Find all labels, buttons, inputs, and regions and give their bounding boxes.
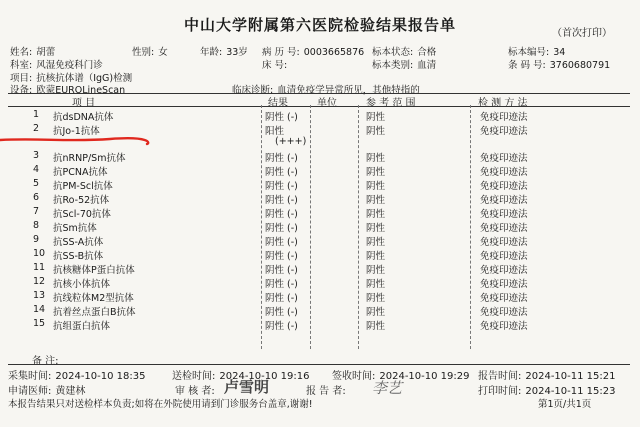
table-row: 9 抗SS-A抗体 阴性 (-) 阴性 免疫印迹法 <box>33 234 528 248</box>
positive-grade: (+++) <box>275 136 307 147</box>
report-title: 中山大学附属第六医院检验结果报告单 <box>183 16 456 34</box>
col-item: 项 目 <box>72 98 96 109</box>
table-row: 11 抗核糖体P蛋白抗体 阴性 (-) 阴性 免疫印迹法 <box>33 262 528 276</box>
reviewer-signature: 卢雪明 <box>224 378 270 396</box>
barcode-number: 条 码 号: 3760680791 <box>508 60 611 71</box>
report-notice: 本报告结果只对送检样本负责;如将在外院使用请到门诊服务台盖章,谢谢! <box>8 399 313 410</box>
first-print-mark: （首次打印） <box>552 28 612 39</box>
table-row: 3 抗nRNP/Sm抗体 阴性 (-) 阴性 免疫印迹法 <box>33 150 528 164</box>
table-row: 6 抗Ro-52抗体 阴性 (-) 阴性 免疫印迹法 <box>33 192 528 206</box>
collect-time: 采集时间: 2024-10-10 18:35 <box>8 371 146 382</box>
report-time: 报告时间: 2024-10-11 15:21 <box>478 371 616 382</box>
test-item: 项目: 抗核抗体谱（IgG)检测 <box>10 73 133 84</box>
reviewer: 审 核 者: <box>175 386 215 397</box>
bed-number: 床 号: <box>262 60 288 71</box>
table-row: 4 抗PCNA抗体 阴性 (-) 阴性 免疫印迹法 <box>33 164 528 178</box>
table-row: 7 抗Scl-70抗体 阴性 (-) 阴性 免疫印迹法 <box>33 206 528 220</box>
print-time: 打印时间: 2024-10-11 15:23 <box>478 386 616 397</box>
col-unit: 单位 <box>317 98 337 109</box>
patient-name: 姓名: 胡蕾 <box>10 47 56 58</box>
clinical-diagnosis: 临床诊断: 血清免疫学异常所见，其他特指的 <box>232 85 420 96</box>
footer-divider <box>8 364 630 365</box>
receive-time: 签收时间: 2024-10-10 19:29 <box>332 371 470 382</box>
requesting-doctor: 申请医师: 黄建林 <box>8 386 86 397</box>
table-row: 10 抗SS-B抗体 阴性 (-) 阴性 免疫印迹法 <box>33 248 528 262</box>
table-row: 12 抗核小体抗体 阴性 (-) 阴性 免疫印迹法 <box>33 276 528 290</box>
table-row-positive: 2 抗Jo-1抗体 阳性 阴性 免疫印迹法 <box>33 123 528 137</box>
patient-sex: 性别: 女 <box>132 47 168 58</box>
red-pen-underline <box>0 118 200 158</box>
record-number: 病 历 号: 0003665876 <box>262 47 365 58</box>
remark: 备 注: <box>32 356 59 367</box>
patient-age: 年龄: 33岁 <box>200 47 248 58</box>
sample-number: 标本编号: 34 <box>508 47 566 58</box>
column-header-divider <box>8 106 630 107</box>
table-row: 8 抗Sm抗体 阴性 (-) 阴性 免疫印迹法 <box>33 220 528 234</box>
table-row: 1 抗dsDNA抗体 阴性 (-) 阴性 免疫印迹法 <box>33 109 528 123</box>
table-row: 5 抗PM-Scl抗体 阴性 (-) 阴性 免疫印迹法 <box>33 178 528 192</box>
col-method: 检 测 方 法 <box>478 98 528 109</box>
table-row: 14 抗着丝点蛋白B抗体 阴性 (-) 阴性 免疫印迹法 <box>33 304 528 318</box>
reporter: 报 告 者: <box>306 386 346 397</box>
send-time: 送检时间: 2024-10-10 19:16 <box>172 371 310 382</box>
sample-status: 标本状态: 合格 <box>372 47 437 58</box>
reporter-signature: 李艺 <box>372 379 403 397</box>
device: 设备: 欧蒙EUROLineScan <box>10 85 126 96</box>
col-range: 参 考 范 围 <box>366 98 416 109</box>
department: 科室: 风湿免疫科门诊 <box>10 60 103 71</box>
col-result: 结果 <box>268 98 288 109</box>
table-row: 15 抗组蛋白抗体 阴性 (-) 阴性 免疫印迹法 <box>33 318 528 332</box>
sample-type: 标本类别: 血清 <box>372 60 437 71</box>
table-row: 13 抗线粒体M2型抗体 阴性 (-) 阴性 免疫印迹法 <box>33 290 528 304</box>
page-indicator: 第1页/共1页 <box>538 399 592 410</box>
